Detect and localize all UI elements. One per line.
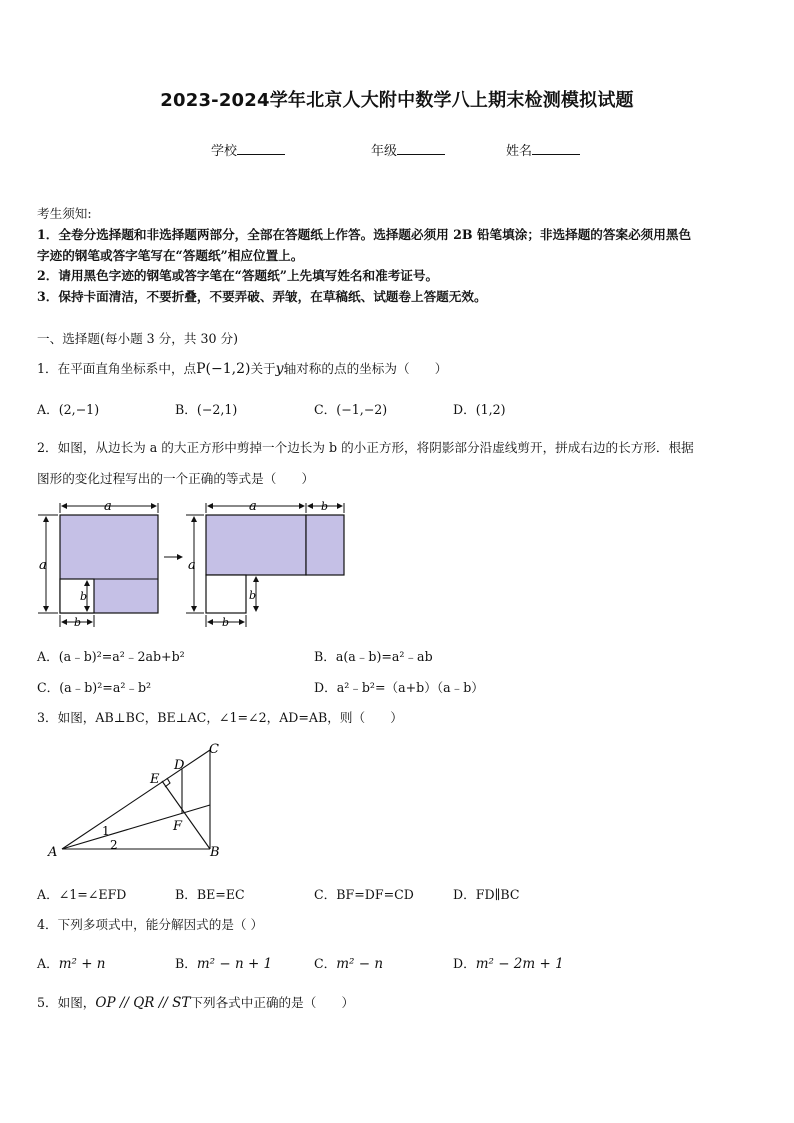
option-label: D． [453, 402, 476, 417]
name-field [506, 140, 580, 159]
label-E: E [150, 772, 160, 787]
q2-option-d [314, 677, 484, 696]
q2-option-a [37, 646, 185, 665]
q4-option-d [453, 953, 564, 972]
label-b-inner: b [80, 590, 88, 603]
section-heading: 一、选择题(每小题 3 分，共 30 分) [37, 331, 239, 346]
option-label: A． [37, 402, 59, 417]
option-value: a(a﹣b)=a²﹣ab [335, 649, 433, 664]
label-a-right-top: a [249, 499, 257, 514]
option-label: A． [37, 887, 59, 902]
label-B: B [210, 845, 220, 860]
question-1 [37, 358, 447, 377]
label-b-right-bottom: b [222, 616, 230, 629]
notice-item-2: 2．请用黑色字迹的钢笔或答字笔在“答题纸”上先填写姓名和准考证号。 [37, 268, 439, 283]
option-label: D． [453, 956, 476, 971]
school-label: 学校 [211, 144, 238, 159]
name-label: 姓名 [506, 144, 533, 159]
notice-heading: 考生须知: [37, 206, 92, 221]
option-value: (1,2) [475, 402, 506, 417]
q2-line-2: 图形的变化过程写出的一个正确的等式是（ ） [37, 471, 315, 486]
grade-field [371, 140, 445, 159]
q5-expr: OP // QR // ST [95, 995, 191, 1011]
q2-option-b [314, 646, 433, 665]
label-C: C [209, 742, 219, 757]
q4-option-b [175, 953, 272, 972]
label-b-right-top: b [321, 500, 329, 513]
q2-figure [30, 495, 360, 635]
q2-option-c [37, 677, 151, 696]
option-label: D． [453, 887, 476, 902]
q1-text-after: 轴对称的点的坐标为（ ） [283, 361, 448, 376]
q1-text-before: 1．在平面直角坐标系中，点 [37, 361, 197, 376]
label-angle-1: 1 [102, 824, 110, 838]
segment-BE [162, 781, 210, 849]
q1-text-mid: 关于 [250, 361, 276, 376]
label-A: A [48, 845, 58, 860]
segment-AF-bisector [62, 805, 210, 849]
notice-item-3: 3．保持卡面清洁，不要折叠，不要弄破、弄皱，在草稿纸、试题卷上答题无效。 [37, 289, 487, 304]
label-D: D [174, 758, 185, 773]
option-value: m² − 2m + 1 [475, 956, 564, 972]
option-label: B． [175, 402, 197, 417]
exam-title: 2023-2024学年北京人大附中数学八上期末检测模拟试题 [160, 90, 634, 111]
option-label: C． [314, 887, 337, 902]
notice-item-1: 1．全卷分选择题和非选择题两部分，全部在答题纸上作答。选择题必须用 2B 铅笔填涂；非选择题的答案必须用黑色 [37, 227, 692, 242]
label-a-top: a [104, 499, 112, 514]
label-angle-2: 2 [110, 838, 118, 852]
rect-part-b [306, 515, 344, 575]
option-value: (−1,−2) [336, 402, 388, 417]
option-value: BF=DF=CD [336, 887, 414, 902]
q5-text-after: 下列各式中正确的是（ ） [190, 995, 355, 1010]
q4-option-a [37, 953, 106, 972]
option-label: C． [37, 680, 60, 695]
option-label: A． [37, 649, 59, 664]
school-blank [237, 142, 285, 155]
label-a-right-left: a [188, 558, 196, 573]
notice-item-1-cont: 字迹的钢笔或答字笔写在“答题纸”相应位置上。 [37, 248, 304, 263]
option-value: m² − n [336, 956, 384, 972]
option-value: (a﹣b)²=a²﹣b² [59, 680, 152, 695]
label-F: F [173, 819, 183, 834]
q3-option-d [453, 884, 519, 903]
q3-option-a [37, 884, 126, 903]
small-square-cut [60, 579, 94, 613]
option-label: C． [314, 956, 337, 971]
q1-point: P(−1,2) [196, 361, 251, 377]
label-b-bottom: b [74, 616, 82, 629]
grade-blank [397, 142, 445, 155]
q1-option-c [314, 399, 387, 418]
option-value: FD∥BC [475, 887, 520, 902]
segment-AC [62, 750, 210, 849]
q1-option-a [37, 399, 99, 418]
q3-option-c [314, 884, 414, 903]
q4-option-c [314, 953, 383, 972]
q2-line-1: 2．如图，从边长为 a 的大正方形中剪掉一个边长为 b 的小正方形，将阴影部分沿虚线剪开，拼成右边的长方形．根据 [37, 440, 694, 455]
option-value: (−2,1) [196, 402, 238, 417]
label-a-left: a [39, 558, 47, 573]
q1-axis: y [275, 361, 284, 377]
q5-text-before: 5．如图， [37, 995, 96, 1010]
option-value: m² − n + 1 [196, 956, 273, 972]
option-label: C． [314, 402, 337, 417]
name-blank [532, 142, 580, 155]
question-4: 4．下列多项式中，能分解因式的是（ ） [37, 917, 264, 932]
option-value: (a﹣b)²=a²﹣2ab+b² [58, 649, 185, 664]
option-label: A． [37, 956, 59, 971]
q3-option-b [175, 884, 245, 903]
option-value: a²﹣b²=（a+b）（a﹣b） [336, 680, 484, 695]
q3-figure [40, 738, 240, 863]
option-value: m² + n [58, 956, 106, 972]
option-value: (2,−1) [58, 402, 100, 417]
rect-part-a [206, 515, 306, 575]
question-3: 3．如图，AB⊥BC，BE⊥AC，∠1=∠2，AD=AB，则（ ） [37, 710, 403, 725]
label-b-right-inner: b [249, 589, 257, 602]
option-label: B． [175, 956, 197, 971]
option-label: B． [314, 649, 336, 664]
school-field [211, 140, 285, 159]
option-value: ∠1=∠EFD [58, 887, 127, 902]
option-label: B． [175, 887, 197, 902]
grade-label: 年级 [371, 144, 398, 159]
option-value: BE=EC [196, 887, 245, 902]
question-5 [37, 992, 354, 1011]
q1-option-d [453, 399, 506, 418]
q1-option-b [175, 399, 237, 418]
option-label: D． [314, 680, 337, 695]
rect-removed-part [206, 575, 246, 613]
